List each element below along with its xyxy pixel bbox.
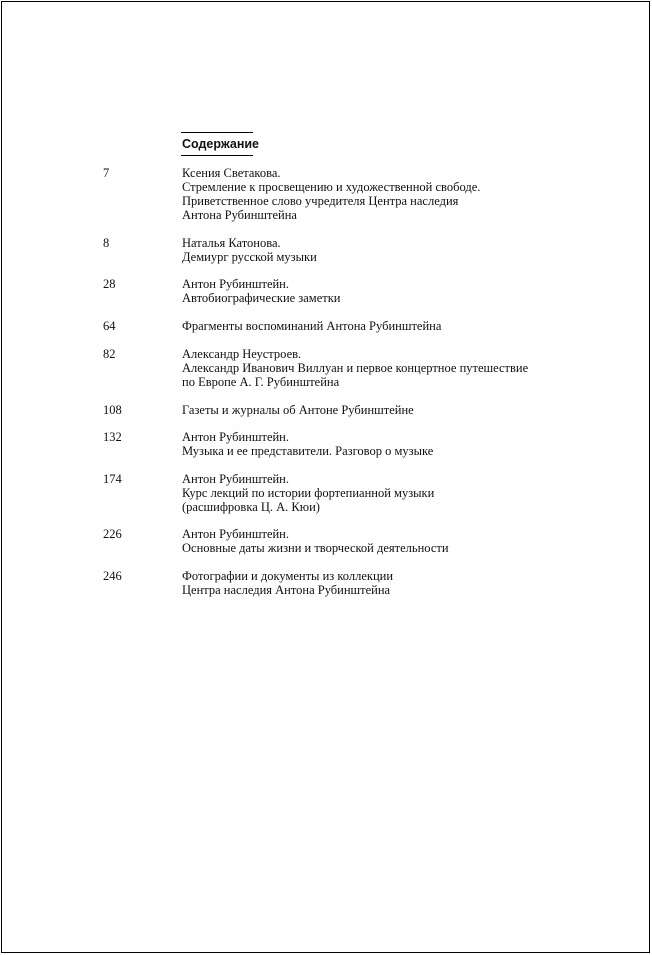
- toc-entry-title-line: Основные даты жизни и творческой деятельности: [182, 541, 449, 555]
- heading-bottom-rule: [181, 155, 253, 156]
- toc-entry-title-line: (расшифровка Ц. А. Кюи): [182, 500, 320, 514]
- toc-page-number: 132: [103, 430, 122, 444]
- toc-entry-title-line: Музыка и ее представители. Разговор о музыке: [182, 444, 434, 458]
- toc-entry-author: Антон Рубинштейн.: [182, 430, 289, 444]
- toc-page-number: 64: [103, 319, 116, 333]
- toc-entry-text: [182, 319, 642, 333]
- toc-entry-text: [182, 472, 642, 514]
- toc-entry-text: [182, 347, 642, 389]
- toc-entry-title-line: Фрагменты воспоминаний Антона Рубинштейна: [182, 319, 442, 333]
- toc-entry-title-line: Курс лекций по истории фортепианной музыки: [182, 486, 435, 500]
- toc-entry-author: Александр Неустроев.: [182, 347, 302, 361]
- toc-entry-title-line: Газеты и журналы об Антоне Рубинштейне: [182, 403, 414, 417]
- toc-heading: Содержание: [182, 137, 260, 151]
- toc-entry-text: [182, 403, 642, 417]
- toc-entry-text: [182, 430, 642, 458]
- toc-entry-title-line: Антона Рубинштейна: [182, 208, 297, 222]
- toc-entry-text: [182, 277, 642, 305]
- toc-entry-author: Антон Рубинштейн.: [182, 277, 289, 291]
- toc-entry-text: [182, 236, 642, 264]
- document-page: [1, 1, 650, 953]
- toc-entry-title-line: Приветственное слово учредителя Центра наследия: [182, 194, 459, 208]
- toc-entry-title-line: Демиург русской музыки: [182, 250, 317, 264]
- toc-page-number: 174: [103, 472, 122, 486]
- toc-entry-title-line: Центра наследия Антона Рубинштейна: [182, 583, 391, 597]
- toc-entry-title-line: Александр Иванович Виллуан и первое концертное путешествие: [182, 361, 529, 375]
- toc-entry-title-line: Автобиографические заметки: [182, 291, 341, 305]
- toc-page-number: 246: [103, 569, 122, 583]
- toc-entry-title-line: Стремление к просвещению и художественной свободе.: [182, 180, 481, 194]
- toc-entry-author: Ксения Светакова.: [182, 166, 281, 180]
- toc-entry-text: [182, 166, 642, 222]
- toc-entry-title-line: по Европе А. Г. Рубинштейна: [182, 375, 340, 389]
- toc-heading-block: [181, 132, 260, 156]
- toc-page-number: 7: [103, 166, 110, 180]
- toc-entry-title-line: Фотографии и документы из коллекции: [182, 569, 394, 583]
- toc-entry-author: Антон Рубинштейн.: [182, 472, 289, 486]
- toc-page-number: 8: [103, 236, 110, 250]
- toc-entry-author: Наталья Катонова.: [182, 236, 281, 250]
- toc-page-number: 82: [103, 347, 116, 361]
- toc-entry-text: [182, 527, 642, 555]
- toc-page-number: 108: [103, 403, 122, 417]
- toc-page-number: 28: [103, 277, 116, 291]
- toc-entry-text: [182, 569, 642, 597]
- toc-entry-author: Антон Рубинштейн.: [182, 527, 289, 541]
- heading-top-rule: [181, 132, 253, 133]
- toc-page-number: 226: [103, 527, 122, 541]
